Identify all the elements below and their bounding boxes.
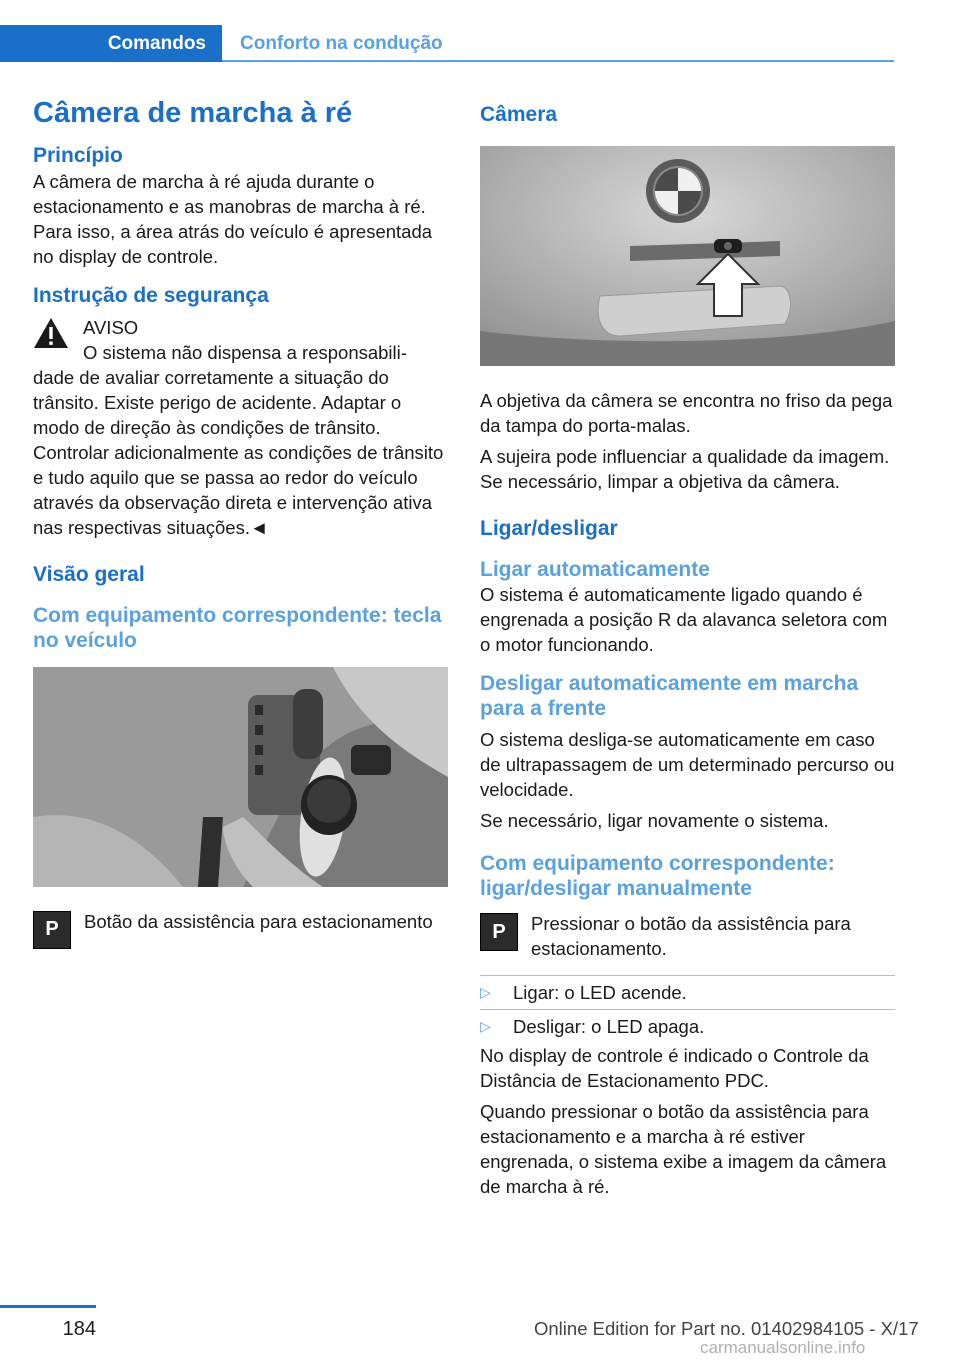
pdc-display-text: No display de controle é indicado o Controle da Distância de Estacionamento PDC.: [480, 1045, 869, 1092]
left-column: [33, 96, 448, 949]
camera-text-1: A objetiva da câmera se encontra no friso da pega da tampa do porta-malas.: [480, 390, 893, 437]
heading-manual: Com equipamento correspondente: ligar/desligar manualmente: [480, 852, 835, 901]
header-tab-conforto[interactable]: Conforto na condução: [240, 32, 443, 54]
pdc-manual-row: [480, 911, 895, 961]
heading-ligar-auto: Ligar automaticamente: [480, 557, 710, 581]
page-header: [0, 0, 960, 62]
camera-photo: [480, 146, 895, 366]
warning-block: [33, 315, 448, 540]
watermark: carmanualsonline.info: [700, 1338, 866, 1357]
heading-equip-tecla: Com equipamento correspondente: tecla no veículo: [33, 603, 442, 652]
heading-camera: Câmera: [480, 103, 558, 126]
parking-assist-icon: P: [480, 913, 518, 951]
heading-principio: Princípio: [33, 143, 123, 167]
right-column: [480, 96, 895, 1199]
warning-triangle-icon: [33, 317, 69, 349]
warning-label: AVISO: [83, 317, 139, 339]
principio-text: A câmera de marcha à ré ajuda durante o estacionamento e as manobras de marcha à ré. Para isso, a área atrás do veículo é apresentada no display de controle.: [33, 171, 433, 268]
heading-visao-geral: Visão geral: [33, 563, 145, 587]
heading-desligar-auto: Desligar automaticamente em marcha para a frente: [480, 671, 859, 720]
page-number: 184: [62, 1318, 96, 1340]
heading-seguranca: Instrução de segurança: [33, 284, 269, 308]
ligar-auto-text: O sistema é automaticamente ligado quando é engrenada a posição R da alavanca seletora com o motor funcionando.: [480, 583, 888, 655]
triangle-right-icon: ▷: [480, 984, 491, 1001]
pdc-button-caption: [33, 909, 448, 949]
header-tab-comandos[interactable]: Comandos: [0, 25, 222, 62]
triangle-right-icon: ▷: [480, 1018, 491, 1035]
list-item: ▷ Ligar: o LED acende.: [480, 975, 895, 1009]
camera-text-2: A sujeira pode influenciar a qualidade da imagem. Se necessário, limpar a objetiva da câmera.: [480, 446, 890, 493]
final-text: Quando pressionar o botão da assistência para estacionamento e a marcha à ré estiver engrenada, o sistema exibe a imagem da câmera de marcha à ré.: [480, 1101, 887, 1198]
edition-info: Online Edition for Part no. 01402984105 - X/17: [534, 1318, 919, 1339]
footer-divider: [0, 1305, 96, 1308]
on-off-list: [480, 975, 895, 1043]
manual-text: Pressionar o botão da assistência para estacionamento.: [531, 913, 851, 960]
header-divider: [222, 60, 894, 62]
desligar-text-1: O sistema desliga-se automaticamente em caso de ultrapassagem de um determinado percurso ou velocidade.: [480, 729, 895, 801]
desligar-text-2: Se necessário, ligar novamente o sistema.: [480, 810, 829, 832]
heading-ligar-desligar: Ligar/desligar: [480, 517, 618, 541]
list-item: ▷ Desligar: o LED apaga.: [480, 1009, 895, 1043]
warning-text-first-line: O sistema não dispensa a responsabili-: [83, 342, 407, 364]
console-photo: [33, 667, 448, 887]
warning-text: dade de avaliar corretamente a situação do trânsito. Existe perigo de acidente. Adaptar o modo de direção às condições de trânsito. Controlar adicionalmente as condições de trânsito e tudo aquilo que se passa ao redor do veículo através da observação direta e intervenção ativa nas respectivas situações.◄: [33, 367, 444, 539]
parking-assist-icon: P: [33, 911, 71, 949]
pdc-button-text: Botão da assistência para estacionamento: [84, 910, 433, 932]
page-title: Câmera de marcha à ré: [33, 97, 353, 129]
